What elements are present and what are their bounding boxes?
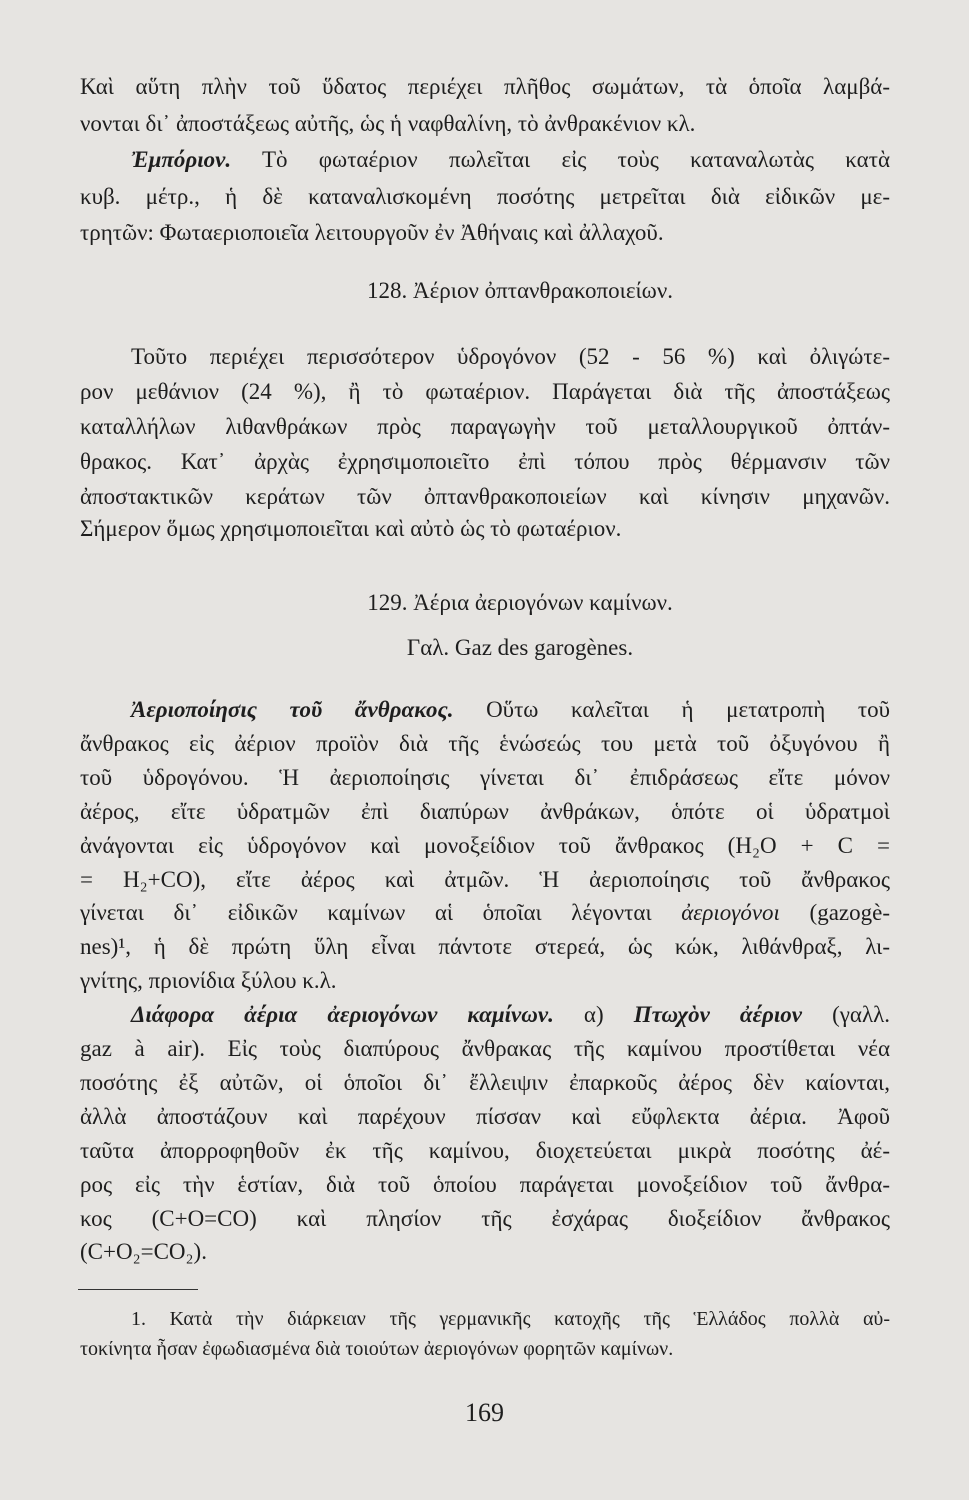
emphasized-term: Διάφορα ἀέρια ἀεριογόνων καμίνων. <box>131 1002 554 1028</box>
text-run: ταῦτα ἀπορροφηθοῦν ἐκ τῆς καμίνου, διοχετεύεται μικρὰ ποσότης ἀέ- <box>80 1137 890 1163</box>
text-run: Τὸ φωταέριον πωλεῖται εἰς τοὺς καταναλωτὰς κατὰ <box>231 147 890 172</box>
text-line <box>80 377 890 407</box>
footnote-line <box>131 1304 890 1334</box>
text-line <box>80 514 890 544</box>
emphasized-term: Πτωχὸν ἀέριον <box>633 1002 802 1028</box>
footnote-divider <box>78 1289 198 1290</box>
text-run: θρακος. Κατ᾽ ἀρχὰς ἐχρησιμοποιεῖτο ἐπὶ τόπου πρὸς θέρμανσιν τῶν <box>80 449 890 474</box>
text-run: (C+O₂=CO₂). <box>80 1239 207 1265</box>
text-run: κος (C+O=CO) καὶ πλησίον τῆς ἐσχάρας διοξείδιον ἄνθρακος <box>80 1205 890 1231</box>
emphasized-term: Ἐμπόριον. <box>131 147 232 172</box>
text-run: (γαλλ. <box>802 1002 890 1028</box>
section-heading <box>130 588 910 618</box>
text-line <box>80 1170 890 1200</box>
text-line <box>80 1034 890 1064</box>
text-line <box>80 1237 890 1267</box>
text-run: Οὕτω καλεῖται ἡ μετατροπὴ τοῦ <box>453 697 890 722</box>
text-run: Γαλ. Gaz des garogènes. <box>406 635 634 660</box>
text-line <box>80 932 890 962</box>
text-line <box>80 412 890 442</box>
text-run: τρητῶν: Φωταεριοποιεῖα λειτουργοῦν ἐν Ἀθήναις καὶ ἀλλαχοῦ. <box>80 220 664 245</box>
text-run: (gazogè- <box>779 900 890 926</box>
text-run: ρος εἰς τὴν ἑστίαν, διὰ τοῦ ὁποίου παράγεται μονοξείδιον τοῦ ἄνθρα- <box>80 1171 890 1197</box>
text-run: ρον μεθάνιον (24 %), ἢ τὸ φωταέριον. Παράγεται διὰ τῆς ἀποστάξεως <box>80 379 890 404</box>
text-run: τοκίνητα ἦσαν ἐφωδιασμένα διὰ τοιούτων ἀεριογόνων φορητῶν καμίνων. <box>80 1338 674 1360</box>
text-line <box>80 797 890 827</box>
text-run: Τοῦτο περιέχει περισσότερον ὑδρογόνον (52 - 56 %) καὶ ὀλιγώτε- <box>131 344 890 369</box>
text-run: ἀέρος, εἴτε ὑδρατμῶν ἐπὶ διαπύρων ἀνθράκων, ὁπότε οἱ ὑδρατμοὶ <box>80 798 890 824</box>
text-line <box>80 482 890 512</box>
text-run: 129. Ἀέρια ἀεριογόνων καμίνων. <box>367 590 673 615</box>
text-line <box>80 447 890 477</box>
emphasized-term: ἀεριογόνοι <box>681 900 780 926</box>
text-line <box>80 1136 890 1166</box>
text-line <box>80 1068 890 1098</box>
text-run: 1. Κατὰ τὴν διάρκειαν τῆς γερμανικῆς κατοχῆς τῆς Ἑλλάδος πολλὰ αὐ- <box>131 1308 890 1330</box>
text-line <box>80 966 890 996</box>
text-run: nes)¹, ἡ δὲ πρώτη ὕλη εἶναι πάντοτε στερεά, ὡς κώκ, λιθάνθραξ, λι- <box>80 934 890 960</box>
text-run: κυβ. μέτρ., ἡ δὲ καταναλισκομένη ποσότης μετρεῖται διὰ εἰδικῶν με- <box>80 184 890 209</box>
text-line <box>131 1000 890 1030</box>
text-line <box>80 763 890 793</box>
text-line <box>80 831 890 861</box>
text-line <box>80 72 890 102</box>
section-heading <box>130 276 910 306</box>
text-run: ἀλλὰ ἀποστάζουν καὶ παρέχουν πίσσαν καὶ εὔφλεκτα ἀέρια. Ἀφοῦ <box>80 1103 890 1129</box>
text-run: καταλλήλων λιθανθράκων πρὸς παραγωγὴν τοῦ μεταλλουργικοῦ ὀπτάν- <box>80 414 890 439</box>
text-run: γνίτης, πριονίδια ξύλου κ.λ. <box>80 968 337 994</box>
text-line <box>80 218 890 248</box>
text-run: 128. Ἀέριον ὀπτανθρακοποιείων. <box>367 278 673 303</box>
text-line <box>80 182 890 212</box>
text-line <box>80 729 890 759</box>
text-line <box>80 1102 890 1132</box>
text-line <box>80 1204 890 1234</box>
text-line <box>131 342 890 372</box>
emphasized-term: Ἀεριοποίησις τοῦ ἄνθρακος. <box>131 697 454 722</box>
text-run: Σήμερον ὅμως χρησιμοποιεῖται καὶ αὐτὸ ὡς τὸ φωταέριον. <box>80 516 622 541</box>
text-line <box>131 145 890 175</box>
text-line <box>80 898 890 928</box>
text-run: ἀνάγονται εἰς ὑδρογόνον καὶ μονοξείδιον τοῦ ἄνθρακος (H₂O + C = <box>80 832 890 858</box>
page-number: 169 <box>465 1398 504 1427</box>
text-run: = H₂+CO), εἴτε ἀέρος καὶ ἀτμῶν. Ἡ ἀεριοποίησις τοῦ ἄνθρακος <box>80 866 890 892</box>
text-run: ἀποστακτικῶν κεράτων τῶν ὀπτανθρακοποιείων καὶ κίνησιν μηχανῶν. <box>80 484 890 509</box>
text-line <box>80 109 890 139</box>
text-run: Καὶ αὕτη πλὴν τοῦ ὕδατος περιέχει πλῆθος σωμάτων, τὰ ὁποῖα λαμβά- <box>80 74 890 99</box>
text-run: τοῦ ὑδρογόνου. Ἡ ἀεριοποίησις γίνεται δι᾽ ἐπιδράσεως εἴτε μόνον <box>80 764 890 790</box>
text-run: ἄνθρακος εἰς ἀέριον προϊὸν διὰ τῆς ἑνώσεώς του μετὰ τοῦ ὀξυγόνου ἢ <box>80 730 890 756</box>
text-run: gaz à air). Εἰς τοὺς διαπύρους ἄνθρακας τῆς καμίνου προστίθεται νέα <box>80 1036 890 1061</box>
text-run: ποσότης ἐξ αὐτῶν, οἱ ὁποῖοι δι᾽ ἔλλειψιν ἐπαρκοῦς ἀέρος δὲν καίονται, <box>80 1069 890 1095</box>
text-line <box>131 695 890 725</box>
text-line <box>80 865 890 895</box>
section-heading <box>130 633 910 663</box>
text-run: α) <box>553 1002 634 1028</box>
text-run: γίνεται δι᾽ εἰδικῶν καμίνων αἱ ὁποῖαι λέγονται <box>80 900 682 926</box>
text-run: νονται δι᾽ ἀποστάξεως αὐτῆς, ὡς ἡ ναφθαλίνη, τὸ ἀνθρακένιον κλ. <box>80 111 696 136</box>
footnote-line <box>80 1334 890 1364</box>
